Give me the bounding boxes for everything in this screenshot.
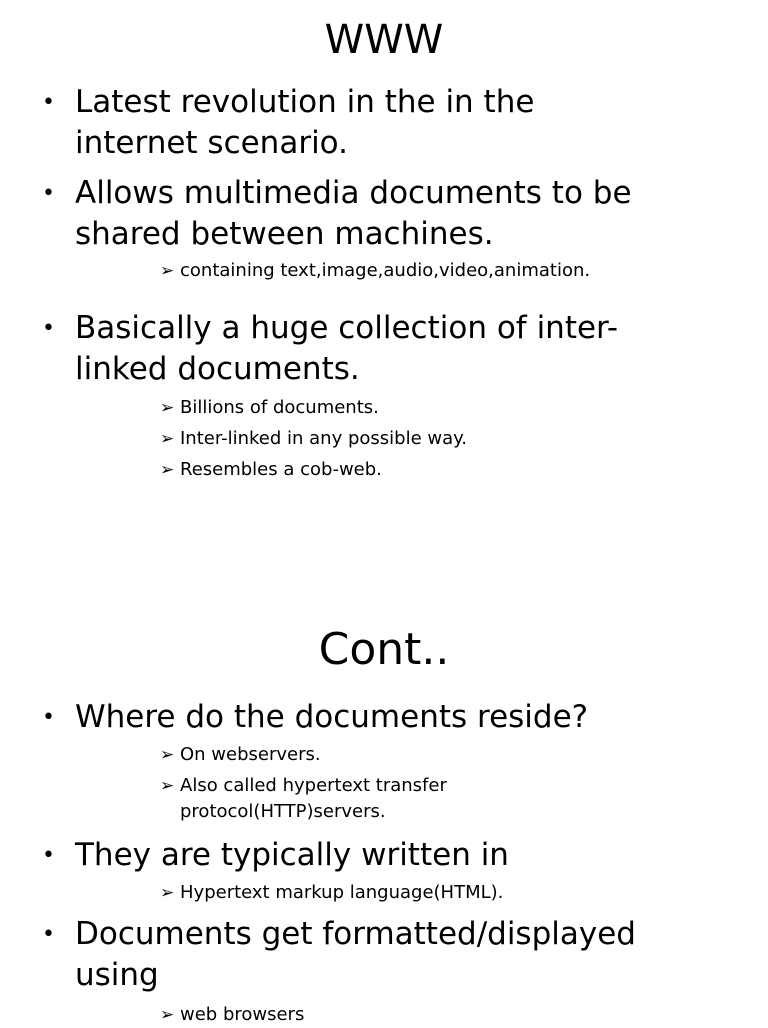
bullet-icon: •	[42, 843, 55, 868]
sub-text: web browsers	[180, 1004, 305, 1025]
bullet-icon: •	[42, 922, 55, 947]
arrow-bullet-icon: ➢	[160, 429, 175, 449]
bullet-icon: •	[42, 316, 55, 341]
arrow-bullet-icon: ➢	[160, 745, 175, 765]
bullet-icon: •	[42, 90, 55, 115]
bullet-icon: •	[42, 181, 55, 206]
bullet-icon: •	[42, 705, 55, 730]
sub-text: Hypertext markup language(HTML).	[180, 882, 504, 903]
sub-item	[160, 1002, 720, 1028]
arrow-bullet-icon: ➢	[160, 1005, 175, 1025]
sub-item	[160, 880, 720, 906]
bullet-item	[42, 697, 742, 738]
arrow-bullet-icon: ➢	[160, 261, 175, 281]
sub-text: Resembles a cob-web.	[180, 459, 382, 480]
sub-text: On webservers.	[180, 744, 321, 765]
sub-text: Billions of documents.	[180, 397, 379, 418]
slide-title: WWW	[324, 17, 444, 63]
bullet-text: Documents get formatted/displayed using	[75, 916, 636, 993]
sub-text: containing text,image,audio,video,animation.	[180, 260, 591, 281]
bullet-text: Basically a huge collection of inter- linked documents.	[75, 310, 618, 387]
sub-item	[160, 742, 720, 768]
arrow-bullet-icon: ➢	[160, 398, 175, 418]
bullet-item	[42, 914, 742, 996]
sub-text: Also called hypertext transfer protocol(HTTP)servers.	[180, 775, 447, 822]
arrow-bullet-icon: ➢	[160, 883, 175, 903]
bullet-text: Allows multimedia documents to be shared between machines.	[75, 175, 632, 252]
arrow-bullet-icon: ➢	[160, 460, 175, 480]
bullet-text: Latest revolution in the in the internet scenario.	[75, 84, 535, 161]
sub-item	[160, 773, 720, 825]
slide-title: Cont..	[318, 624, 450, 675]
bullet-text: Where do the documents reside?	[75, 699, 589, 735]
arrow-bullet-icon: ➢	[160, 776, 175, 796]
bullet-item	[42, 835, 742, 876]
bullet-text: They are typically written in	[75, 837, 509, 873]
sub-text: Inter-linked in any possible way.	[180, 428, 467, 449]
